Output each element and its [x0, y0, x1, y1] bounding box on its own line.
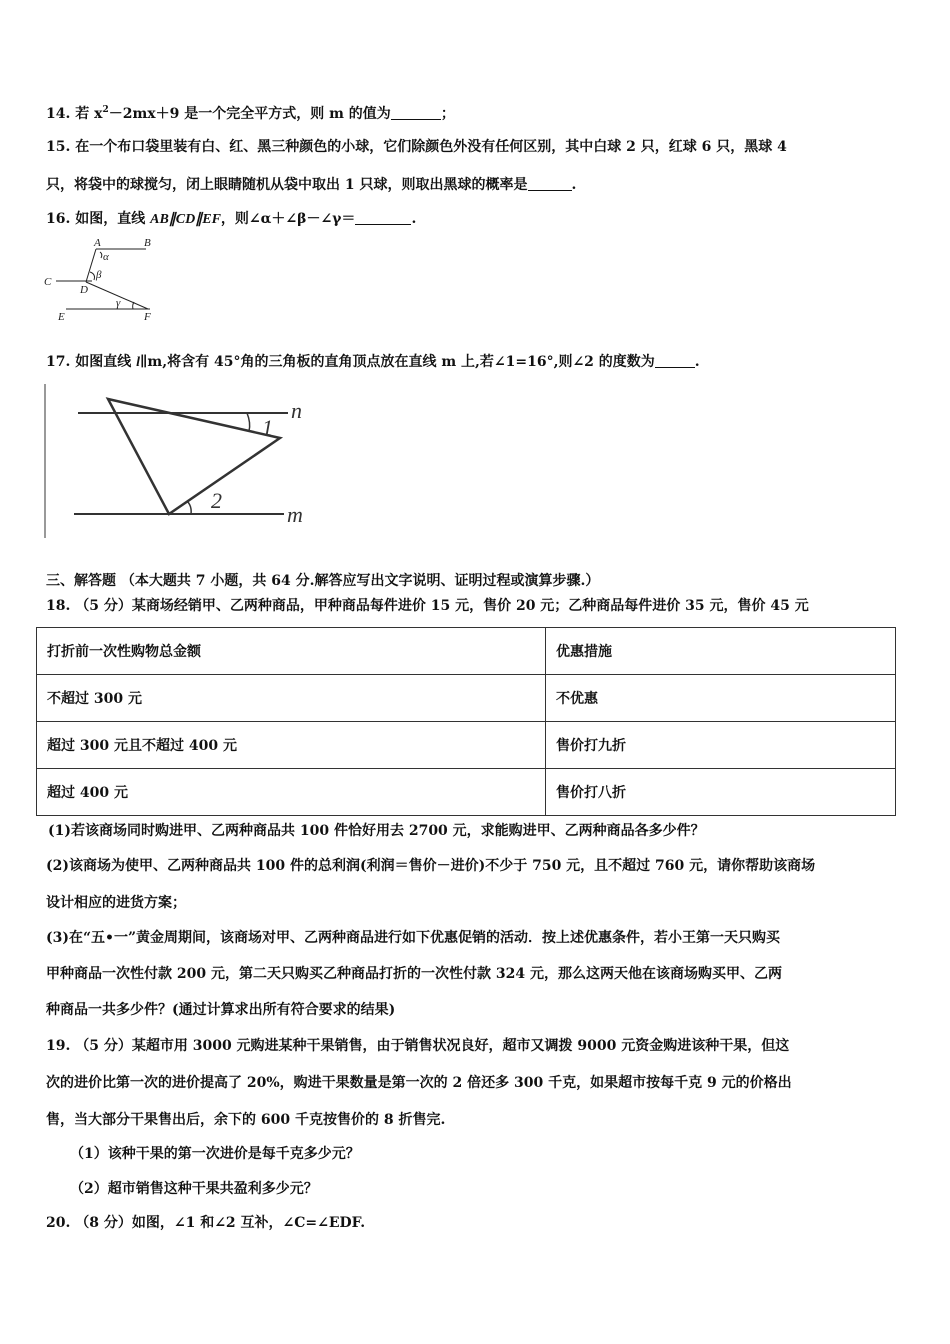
q15-answer-blank[interactable] — [528, 176, 572, 191]
q15-text-line2: 只，将袋中的球搅匀，闭上眼睛随机从袋中取出 1 只球，则取出黑球的概率是 — [46, 177, 528, 193]
question-14 — [46, 104, 455, 124]
q14-end: ； — [440, 106, 455, 122]
label-angle-1: 1 — [262, 415, 273, 440]
angle-1-arc — [247, 413, 250, 431]
q16-end: . — [411, 211, 417, 227]
question-20: 20. （8 分）如图，∠1 和∠2 互补，∠C=∠EDF. — [46, 1215, 366, 1231]
label-b: B — [144, 237, 151, 249]
q18-part2-line2: 设计相应的进货方案； — [46, 895, 186, 911]
label-n: n — [291, 398, 302, 423]
label-f: F — [144, 311, 151, 323]
table-header-cell: 打折前一次性购物总金额 — [37, 628, 546, 675]
q16-number: 16. — [46, 211, 71, 227]
table-cell: 不优惠 — [546, 675, 896, 722]
section-3-heading: 三、解答题 （本大题共 7 小题，共 64 分.解答应写出文字说明、证明过程或演算步骤.） — [46, 573, 600, 589]
table-header-row — [37, 628, 896, 675]
label-c: C — [44, 276, 52, 288]
q17-end: . — [694, 354, 700, 370]
question-16 — [46, 209, 416, 230]
table-row — [37, 769, 896, 816]
table-cell: 超过 300 元且不超过 400 元 — [37, 722, 546, 769]
figure-17-triangle — [40, 382, 320, 540]
q17-number: 17. — [46, 354, 71, 370]
question-17 — [46, 352, 700, 373]
discount-table — [36, 627, 896, 816]
label-e: E — [58, 311, 65, 323]
label-d: D — [80, 284, 88, 296]
label-gamma: γ — [116, 297, 121, 309]
q18-part3-line2: 甲种商品一次性付款 200 元，第二天只购买乙种商品打折的一次性付款 324 元，那么这两天他在该商场购买甲、乙两 — [46, 966, 782, 982]
question-15-line2 — [46, 175, 576, 195]
beta-arc — [90, 272, 95, 280]
q14-answer-blank[interactable] — [391, 105, 441, 120]
q19-part2: （2）超市销售这种干果共盈利多少元？ — [70, 1181, 318, 1197]
q15-text-line1: 在一个布口袋里装有白、红、黑三种颜色的小球，它们除颜色外没有任何区别，其中白球 2 只，红球 6 只，黑球 4 — [75, 139, 787, 155]
q16-lines: AB∥CD∥EF — [150, 212, 221, 227]
question-18-intro: 18. （5 分）某商场经销甲、乙两种商品，甲种商品每件进价 15 元，售价 20 元；乙种商品每件进价 35 元，售价 45 元 — [46, 598, 809, 614]
label-angle-2: 2 — [211, 488, 222, 513]
table-cell: 不超过 300 元 — [37, 675, 546, 722]
table-header-cell: 优惠措施 — [546, 628, 896, 675]
q18-part3-line3: 种商品一共多少件？(通过计算求出所有符合要求的结果) — [46, 1002, 396, 1018]
q16-answer-blank[interactable] — [355, 210, 411, 225]
question-19-line2: 次的进价比第一次的进价提高了 20%，购进干果数量是第一次的 2 倍还多 300 千克，如果超市按每千克 9 元的价格出 — [46, 1075, 792, 1091]
table-row — [37, 675, 896, 722]
q16-text-a: 如图，直线 — [75, 211, 146, 227]
label-a: A — [94, 237, 101, 249]
q18-part3-line1: (3)在“五•一”黄金周期间，该商场对甲、乙两种商品进行如下优惠促销的活动．按上述优惠条件，若小王第一天只购买 — [46, 930, 781, 946]
q14-exponent: 2 — [102, 105, 109, 115]
table-cell: 售价打八折 — [546, 769, 896, 816]
q14-number: 14. — [46, 106, 71, 122]
label-beta: β — [96, 269, 102, 281]
q17-text-b: ∥m,将含有 45°角的三角板的直角顶点放在直线 m 上,若∠1=16°,则∠2 的度数为 — [140, 354, 655, 370]
gamma-arc — [133, 302, 134, 309]
triangle-set-square — [108, 399, 280, 514]
q15-end: . — [571, 177, 577, 193]
q17-answer-blank[interactable] — [655, 353, 695, 368]
q14-text-a: 若 x — [75, 106, 103, 122]
alpha-arc — [100, 252, 102, 258]
q19-part1: （1）该种干果的第一次进价是每千克多少元？ — [70, 1146, 360, 1162]
q18-part1: (1)若该商场同时购进甲、乙两种商品共 100 件恰好用去 2700 元，求能购进甲、乙两种商品各多少件？ — [48, 823, 705, 839]
table-row — [37, 722, 896, 769]
question-15-line1 — [46, 137, 787, 157]
q14-text-b: －2mx＋9 是一个完全平方式，则 m 的值为 — [108, 106, 391, 122]
figure-16-parallel-lines — [40, 234, 170, 326]
question-19-line3: 售，当大部分干果售出后，余下的 600 千克按售价的 8 折售完. — [46, 1112, 446, 1128]
label-m: m — [287, 502, 303, 527]
q17-text-a: 如图直线 — [75, 354, 132, 370]
angle-2-arc — [187, 501, 191, 514]
table-cell: 售价打九折 — [546, 722, 896, 769]
q16-text-b: ，则∠α＋∠β－∠γ＝ — [220, 211, 356, 227]
q18-part2-line1: (2)该商场为使甲、乙两种商品共 100 件的总利润(利润＝售价－进价)不少于 750 元，且不超过 760 元，请你帮助该商场 — [46, 858, 816, 874]
q17-line-l: l — [136, 355, 140, 370]
question-19-line1: 19. （5 分）某超市用 3000 元购进某种干果销售，由于销售状况良好，超市又调拨 9000 元资金购进该种干果，但这 — [46, 1038, 790, 1054]
q15-number: 15. — [46, 139, 71, 155]
table-cell: 超过 400 元 — [37, 769, 546, 816]
label-alpha: α — [103, 251, 109, 263]
